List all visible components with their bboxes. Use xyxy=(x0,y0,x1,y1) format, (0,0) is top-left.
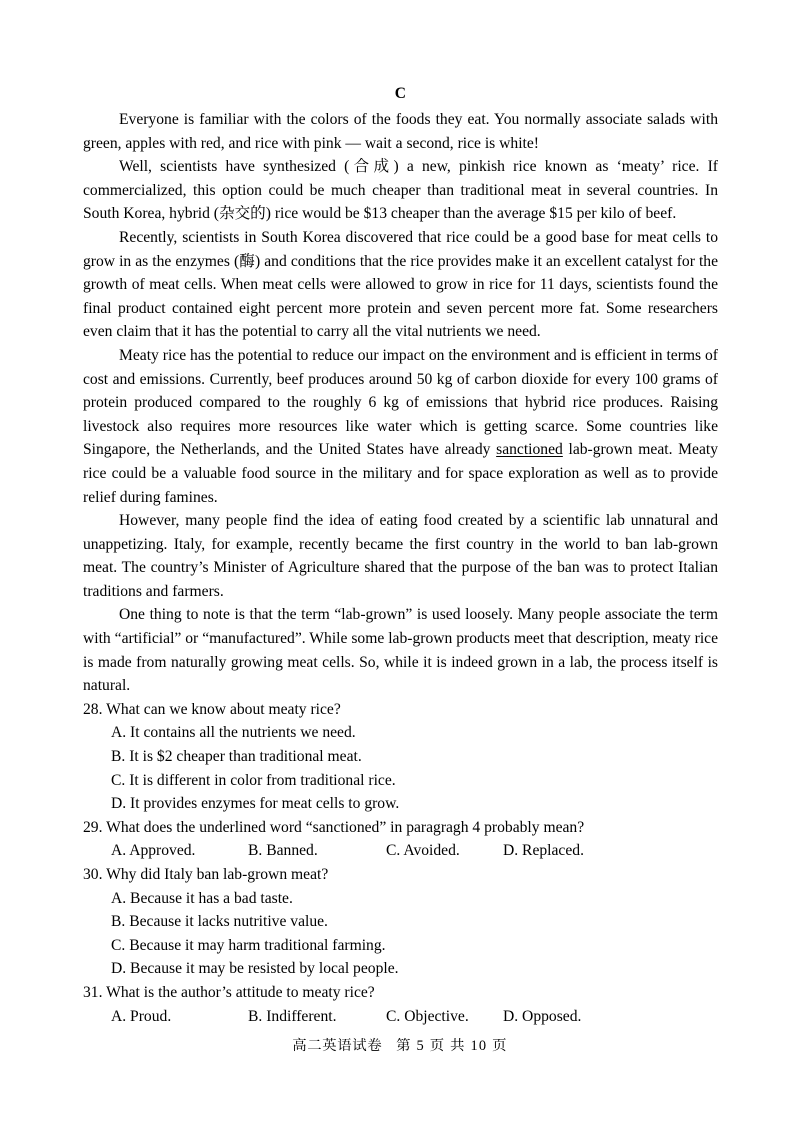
question-30-option-d[interactable]: D. Because it may be resisted by local people. xyxy=(111,960,399,978)
question-28-option-d[interactable]: D. It provides enzymes for meat cells to grow. xyxy=(111,795,400,813)
footer-page-indicator xyxy=(386,1038,507,1054)
question-29-option-d[interactable]: D. Replaced. xyxy=(503,842,584,860)
question-29-options-row xyxy=(83,839,718,863)
page-content xyxy=(83,84,718,1028)
question-31-option-c[interactable]: C. Objective. xyxy=(386,1007,469,1025)
footer-total-prefix: 共 xyxy=(450,1038,466,1054)
section-letter-heading: C xyxy=(394,85,407,102)
question-29-stem: 29. What does the underlined word “sanctioned” in paragragh 4 probably mean? xyxy=(83,818,585,836)
footer-page-prefix: 第 xyxy=(396,1038,412,1054)
question-30-option-a[interactable]: A. Because it has a bad taste. xyxy=(111,889,293,907)
question-28-option-b[interactable]: B. It is $2 cheaper than traditional meat. xyxy=(111,748,362,766)
question-28-option-a[interactable]: A. It contains all the nutrients we need. xyxy=(111,724,356,742)
question-31-option-a[interactable]: A. Proud. xyxy=(111,1007,172,1025)
reading-paragraph-1: Everyone is familiar with the colors of the foods they eat. You normally associate salads with green, apples with red, and rice with pink — wait a second, rice is white! xyxy=(83,111,718,152)
question-28-stem: 28. What can we know about meaty rice? xyxy=(83,700,341,718)
reading-paragraph-2: Well, scientists have synthesized (合成) a new, pinkish rice known as ‘meaty’ rice. If commercialized, this option could be much cheaper than traditional meat in several countries. In South Korea, hybrid (杂交的) rice would be $13 cheaper than the average $15 per kilo of beef. xyxy=(83,158,718,223)
question-31-stem: 31. What is the author’s attitude to meaty rice? xyxy=(83,983,375,1001)
underlined-word-sanctioned: sanctioned xyxy=(496,441,563,459)
question-30-option-b[interactable]: B. Because it lacks nutritive value. xyxy=(111,913,328,931)
footer-total-pages: 10 xyxy=(470,1038,488,1054)
questions-section xyxy=(83,698,718,1028)
footer-current-page: 5 xyxy=(416,1038,425,1054)
reading-paragraph-3: Recently, scientists in South Korea discovered that rice could be a good base for meat cells to grow in as the enzymes (酶) and conditions that the rice provides make it an excellent catalyst for the growth of meat cells. When meat cells were allowed to grow in rice for 11 days, scientists found the final product contained eight percent more protein and seven percent more fat. Some researchers even claim that it has the potential to carry all the vital nutrients we need. xyxy=(83,228,718,341)
footer-page-unit: 页 xyxy=(429,1038,446,1054)
question-29-option-c[interactable]: C. Avoided. xyxy=(386,842,460,860)
reading-paragraph-6: One thing to note is that the term “lab-grown” is used loosely. Many people associate the term with “artificial” or “manufactured”. While some lab-grown products meet that description, meaty rice is made from naturally growing meat cells. So, while it is indeed grown in a lab, the process itself is natural. xyxy=(83,606,718,695)
reading-paragraph-5: However, many people find the idea of eating food created by a scientific lab unnatural and unappetizing. Italy, for example, recently became the first country in the world to ban lab-grown meat. The country’s Minister of Agriculture shared that the purpose of the ban was to protect Italian traditions and farmers. xyxy=(83,512,718,600)
question-30-stem: 30. Why did Italy ban lab-grown meat? xyxy=(83,866,329,883)
question-31-option-b[interactable]: B. Indifferent. xyxy=(248,1007,337,1025)
question-31-options-row xyxy=(83,1005,718,1029)
footer-total-unit: 页 xyxy=(492,1038,508,1054)
reading-paragraph-4 xyxy=(83,344,718,509)
page-footer xyxy=(0,1036,800,1056)
question-30-option-c[interactable]: C. Because it may harm traditional farming. xyxy=(111,936,386,954)
question-31-option-d[interactable]: D. Opposed. xyxy=(503,1007,582,1025)
question-29-option-a[interactable]: A. Approved. xyxy=(111,842,196,860)
question-28-option-c[interactable]: C. It is different in color from traditional rice. xyxy=(111,771,396,789)
question-29-option-b[interactable]: B. Banned. xyxy=(248,842,318,860)
paragraph-4-text-after: lab-grown meat. Meaty rice could be a valuable food source in the military and for space exploration as well as to provide relief during famines. xyxy=(83,441,719,506)
paragraph-4-text-before: Meaty rice has the potential to reduce our impact on the environment and is efficient in terms of cost and emissions. Currently, beef produces around 50 kg of carbon dioxide for every 100 grams of protein produced compared to the roughly 6 kg of emissions that hybrid rice produces. Raising livestock also requires more resources like water which is getting scarce. Some countries like Singapore, the Netherlands, and the United States have already xyxy=(83,346,718,459)
footer-exam-title: 高二英语试卷 xyxy=(292,1038,383,1054)
